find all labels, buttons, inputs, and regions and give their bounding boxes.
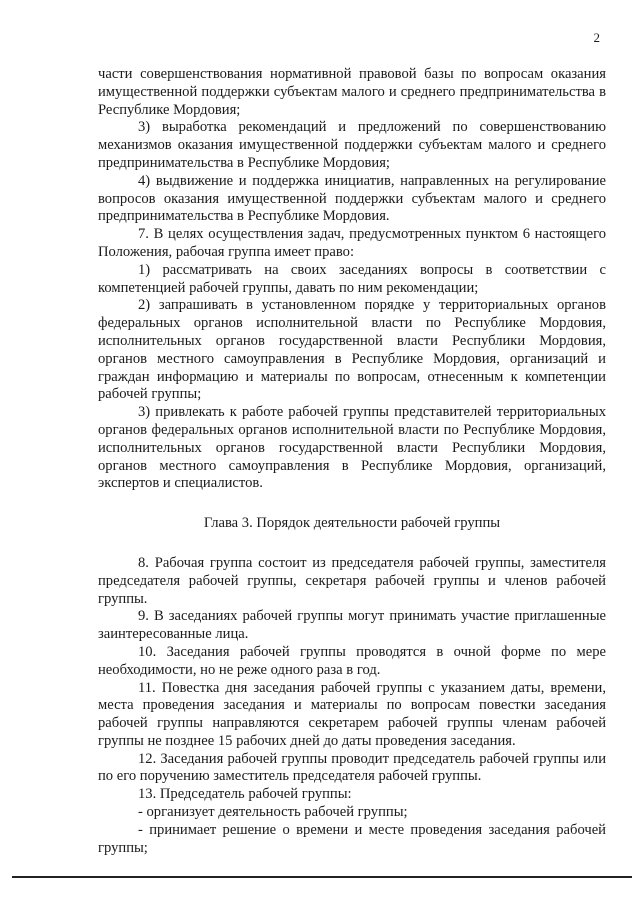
paragraph: 11. Повестка дня заседания рабочей группы с указанием даты, времени, места проведения заседания и материалы по вопросам повестки заседания рабочей группы направляются секретарем рабочей группы членам рабочей группы не позднее 15 рабочих дней до даты проведения заседания. — [98, 679, 606, 749]
document-body — [98, 66, 606, 857]
paragraph: - принимает решение о времени и месте проведения заседания рабочей группы; — [98, 821, 606, 856]
paragraph: 13. Председатель рабочей группы: — [138, 786, 352, 803]
paragraph: 12. Заседания рабочей группы проводит председатель рабочей группы или по его поручению заместитель председателя рабочей группы. — [98, 750, 606, 785]
paragraph: части совершенствования нормативной правовой базы по вопросам оказания имущественной поддержки субъектам малого и среднего предпринимательства в Республике Мордовия; — [98, 66, 606, 118]
paragraph: 2) запрашивать в установленном порядке у территориальных органов федеральных органов исполнительной власти по Республике Мордовия, исполнительных органов государственной власти Республики Мордовия, органов местного самоуправления в Республике Мордовия, организаций и граждан информацию и материалы по вопросам, отнесенным к компетенции рабочей группы; — [98, 297, 606, 403]
paragraph: - организует деятельность рабочей группы; — [138, 804, 408, 821]
paragraph: 7. В целях осуществления задач, предусмотренных пунктом 6 настоящего Положения, рабочая группа имеет право: — [98, 226, 606, 260]
paragraph: 9. В заседаниях рабочей группы могут принимать участие приглашенные заинтересованные лица. — [98, 608, 606, 643]
paragraph: 1) рассматривать на своих заседаниях вопросы в соответствии с компетенцией рабочей группы, давать по ним рекомендации; — [98, 261, 606, 296]
page-number: 2 — [593, 30, 600, 45]
paragraph: 3) выработка рекомендаций и предложений по совершенствованию механизмов оказания имущественной поддержки субъектам малого и среднего предпринимательства в Республике Мордовия; — [98, 119, 606, 171]
scan-edge-line — [12, 876, 632, 878]
paragraph: 4) выдвижение и поддержка инициатив, направленных на регулирование вопросов оказания имущественной поддержки субъектам малого и среднего предпринимательства в Республике Мордовия. — [98, 172, 606, 225]
paragraph: 10. Заседания рабочей группы проводятся в очной форме по мере необходимости, но не реже одного раза в год. — [98, 643, 606, 678]
chapter-title: Глава 3. Порядок деятельности рабочей группы — [203, 515, 501, 532]
paragraph: 8. Рабочая группа состоит из председателя рабочей группы, заместителя председателя рабочей группы, секретаря рабочей группы и членов рабочей группы. — [98, 554, 606, 607]
paragraph: 3) привлекать к работе рабочей группы представителей территориальных органов федеральных органов исполнительной власти по Республике Мордовия, исполнительных органов государственной власти Республики Мордовия, органов местного самоуправления в Республике Мордовия, организаций, экспертов и специалистов. — [98, 404, 606, 492]
